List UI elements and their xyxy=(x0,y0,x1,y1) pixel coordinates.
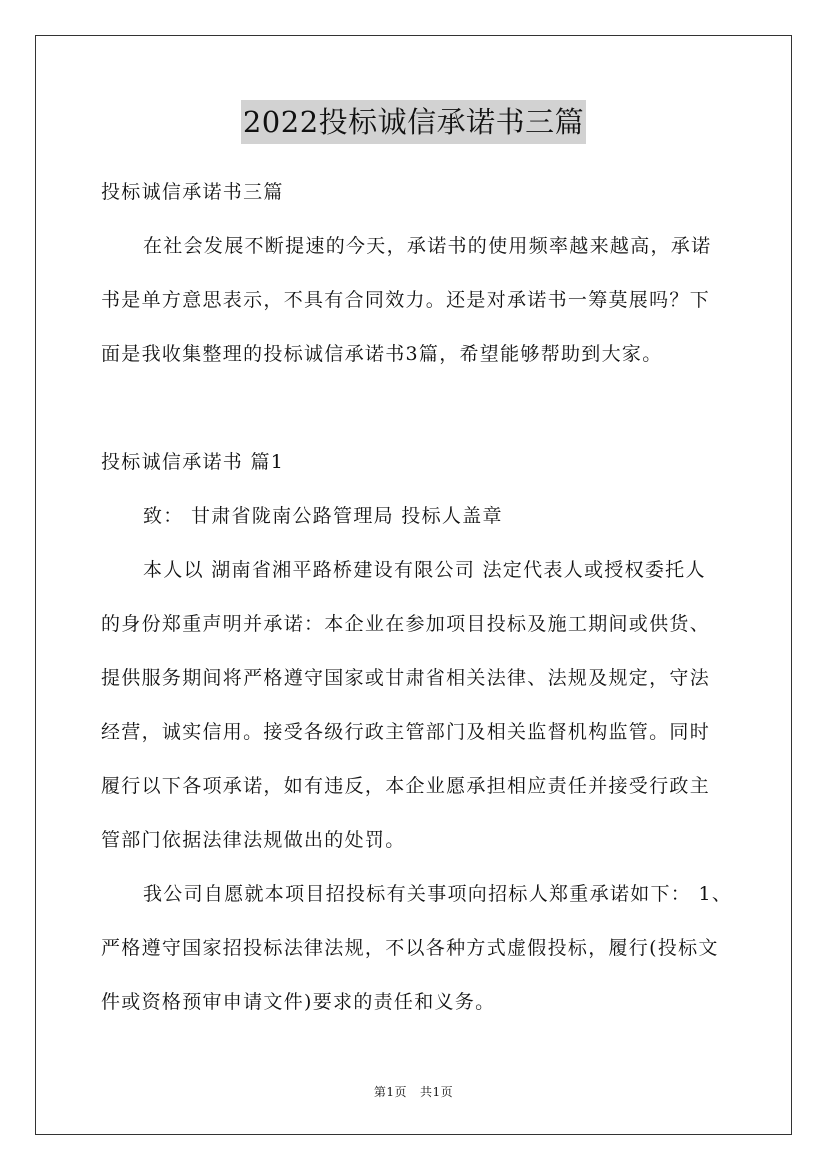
intro-line: 面是我收集整理的投标诚信承诺书3篇，希望能够帮助到大家。 xyxy=(101,343,663,365)
paragraph-line: 履行以下各项承诺，如有违反，本企业愿承担相应责任并接受行政主 xyxy=(101,775,711,797)
paragraph-line: 严格遵守国家招投标法律法规，不以各种方式虚假投标，履行(投标文 xyxy=(101,937,719,959)
addressee-line: 致： 甘肃省陇南公路管理局 投标人盖章 xyxy=(143,505,503,527)
intro-line: 在社会发展不断提速的今天，承诺书的使用频率越来越高，承诺 xyxy=(143,235,712,257)
blank-line xyxy=(101,388,729,442)
document-title: 2022投标诚信承诺书三篇 xyxy=(241,100,586,144)
paragraph-line: 我公司自愿就本项目招投标有关事项向招标人郑重承诺如下： 1、 xyxy=(143,883,733,905)
paragraph-line: 本人以 湖南省湘平路桥建设有限公司 法定代表人或授权委托人 xyxy=(143,559,706,581)
intro-line: 书是单方意思表示，不具有合同效力。还是对承诺书一筹莫展吗？下 xyxy=(101,289,711,311)
page-footer xyxy=(0,1083,827,1100)
paragraph-line: 件或资格预审申请文件)要求的责任和义务。 xyxy=(101,991,496,1013)
page-number: 第1页 xyxy=(373,1085,408,1099)
title-container xyxy=(0,100,827,144)
paragraph-line: 提供服务期间将严格遵守国家或甘肃省相关法律、法规及规定，守法 xyxy=(101,667,711,689)
paragraph-line: 管部门依据法律法规做出的处罚。 xyxy=(101,829,406,851)
subtitle: 投标诚信承诺书三篇 xyxy=(101,181,284,203)
section-heading: 投标诚信承诺书 篇1 xyxy=(101,451,285,473)
document-body xyxy=(101,172,733,1036)
paragraph-line: 经营，诚实信用。接受各级行政主管部门及相关监督机构监管。同时 xyxy=(101,721,711,743)
paragraph-line: 的身份郑重声明并承诺：本企业在参加项目投标及施工期间或供货、 xyxy=(101,613,711,635)
page-total: 共1页 xyxy=(419,1085,454,1099)
